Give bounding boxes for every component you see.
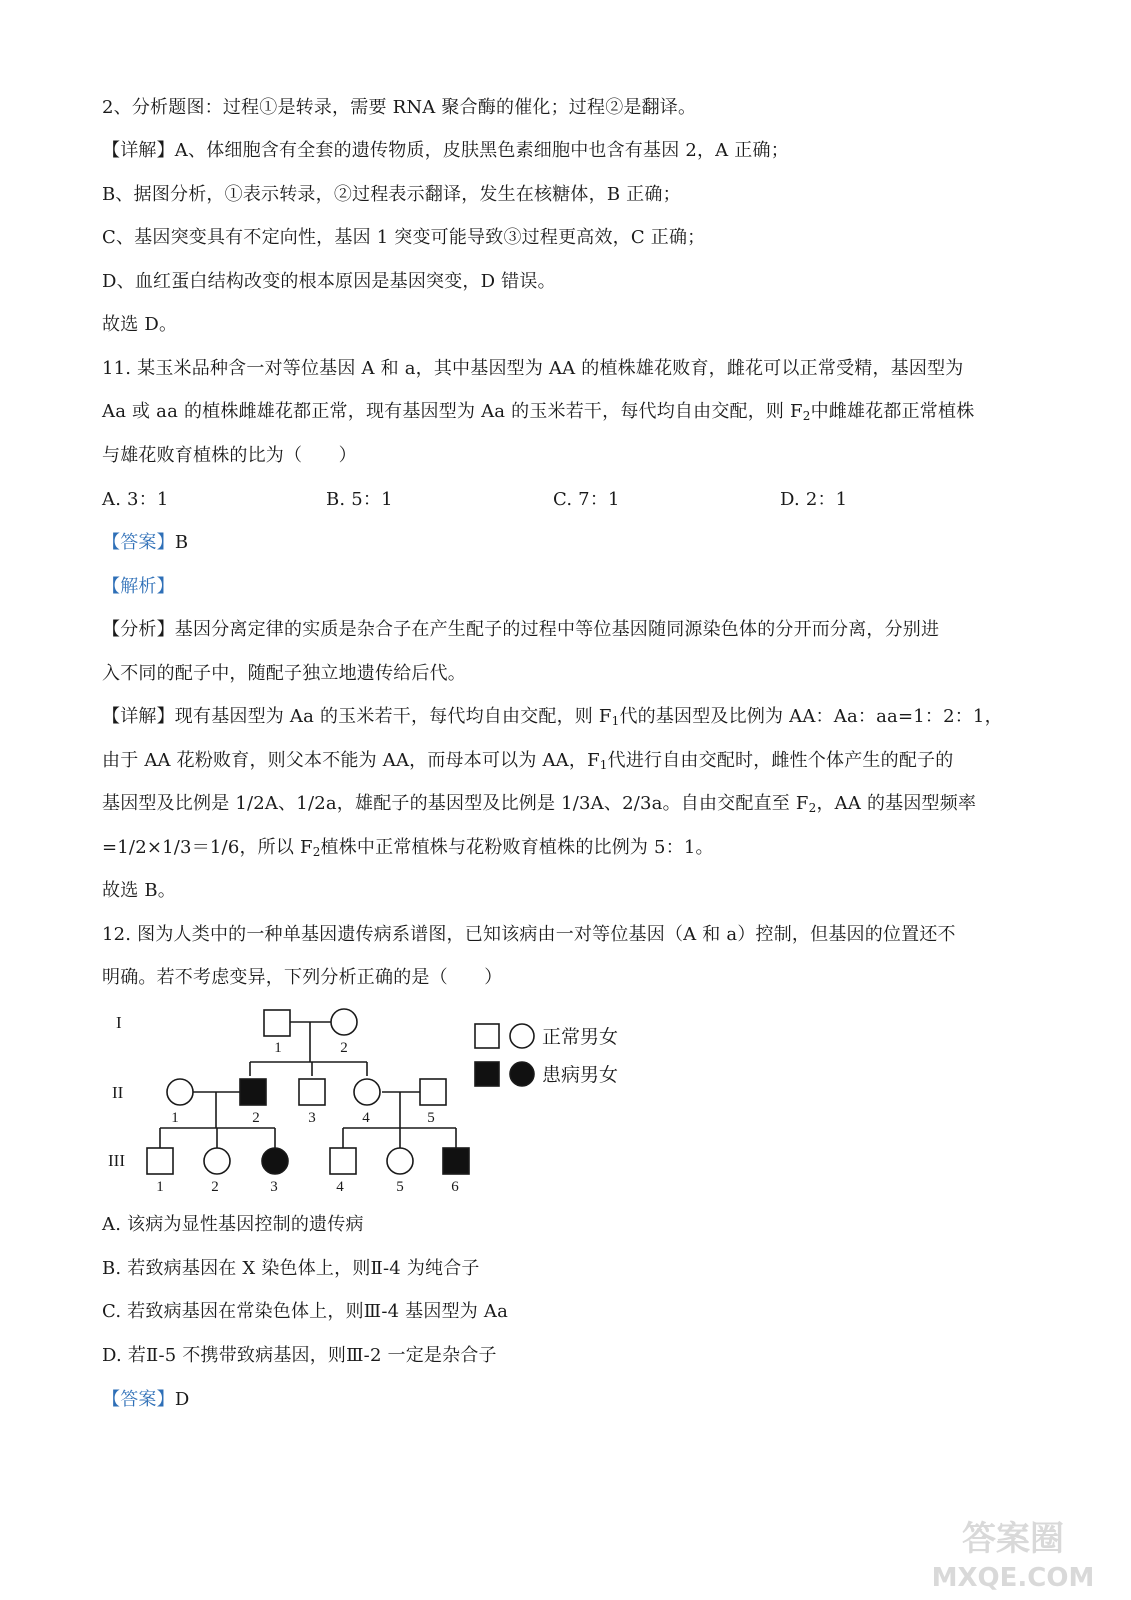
individual-III-5-female bbox=[387, 1148, 413, 1174]
question-12-stem-2: 明确。若不考虑变异，下列分析正确的是（ ） bbox=[102, 967, 503, 988]
answer-value: D bbox=[174, 1389, 190, 1410]
text-line: D、血红蛋白结构改变的根本原因是基因突变，D 错误。 bbox=[102, 271, 556, 292]
individual-III-1-male bbox=[147, 1148, 173, 1174]
individual-number: 5 bbox=[427, 1110, 435, 1126]
detail-line: 基因型及比例是 1/2A、1/2a，雄配子的基因型及比例是 1/3A、2/3a。自由交配直至 $F_2$，AA 的基因型频率 bbox=[102, 793, 977, 815]
option-a: A. 3：1 bbox=[102, 489, 169, 510]
individual-II-2-affected-male bbox=[240, 1079, 266, 1105]
individual-II-1-female bbox=[167, 1079, 193, 1105]
generation-label: I bbox=[116, 1013, 122, 1032]
legend-circle-normal bbox=[510, 1024, 534, 1048]
individual-number: 3 bbox=[308, 1110, 316, 1126]
legend-circle-affected bbox=[510, 1062, 534, 1086]
individual-III-3-affected-female bbox=[262, 1148, 288, 1174]
individual-III-2-female bbox=[204, 1148, 230, 1174]
legend-square-affected bbox=[475, 1062, 499, 1086]
option-b: B. 若致病基因在 X 染色体上，则Ⅱ-4 为纯合子 bbox=[102, 1258, 480, 1279]
individual-number: 1 bbox=[171, 1110, 179, 1126]
individual-II-3-male bbox=[299, 1079, 325, 1105]
answer-line bbox=[102, 531, 188, 555]
individual-number: 3 bbox=[270, 1179, 278, 1195]
option-b: B. 5：1 bbox=[326, 489, 393, 510]
text-line: 【详解】A、体细胞含有全套的遗传物质，皮肤黑色素细胞中也含有基因 2，A 正确； bbox=[102, 140, 789, 161]
option-c: C. 若致病基因在常染色体上，则Ⅲ-4 基因型为 Aa bbox=[102, 1301, 509, 1322]
text-line: 2、分析题图：过程①是转录，需要 RNA 聚合酶的催化；过程②是翻译。 bbox=[102, 97, 697, 118]
option-d: D. 2：1 bbox=[780, 489, 848, 510]
legend-normal-label: 正常男女 bbox=[542, 1027, 619, 1048]
generation-label: III bbox=[108, 1151, 125, 1170]
detail-line: 由于 AA 花粉败育，则父本不能为 AA，而母本可以为 AA，$F_1$代进行自由交配时，雌性个体产生的配子的 bbox=[102, 750, 954, 772]
analysis-line: 【分析】基因分离定律的实质是杂合子在产生配子的过程中等位基因随同源染色体的分开而分离，分别进 bbox=[102, 619, 940, 640]
legend-square-normal bbox=[475, 1024, 499, 1048]
individual-number: 2 bbox=[340, 1040, 348, 1056]
text-line: 故选 D。 bbox=[102, 314, 178, 335]
individual-number: 1 bbox=[156, 1179, 164, 1195]
individual-III-4-male bbox=[330, 1148, 356, 1174]
analysis-line: 入不同的配子中，随配子独立地遗传给后代。 bbox=[102, 663, 466, 684]
detail-line: 【详解】现有基因型为 Aa 的玉米若干，每代均自由交配，则 $F_1$代的基因型及比例为 AA：Aa：aa=1：2：1， bbox=[102, 706, 1003, 728]
pedigree-chart bbox=[100, 1000, 660, 1200]
individual-number: 6 bbox=[451, 1179, 459, 1195]
individual-number: 2 bbox=[252, 1110, 260, 1126]
answer-tag: 【答案】 bbox=[102, 1389, 175, 1410]
individual-number: 4 bbox=[336, 1179, 344, 1195]
watermark-top: 答案圈 bbox=[962, 1519, 1064, 1559]
text-line: B、据图分析，①表示转录，②过程表示翻译，发生在核糖体，B 正确； bbox=[102, 184, 681, 205]
individual-I-2-female bbox=[331, 1009, 357, 1035]
question-11-stem-3: 与雄花败育植株的比为（ ） bbox=[102, 445, 357, 466]
question-11-stem: 11. 某玉米品种含一对等位基因 A 和 a，其中基因型为 AA 的植株雄花败育，雌花可以正常受精，基因型为 bbox=[102, 358, 964, 379]
individual-I-1-male bbox=[264, 1010, 290, 1036]
individual-number: 5 bbox=[396, 1179, 404, 1195]
generation-label: II bbox=[112, 1083, 124, 1102]
answer-tag: 【答案】 bbox=[102, 532, 175, 553]
answer-value: B bbox=[174, 532, 189, 553]
individual-number: 4 bbox=[362, 1110, 370, 1126]
option-d: D. 若Ⅱ-5 不携带致病基因，则Ⅲ-2 一定是杂合子 bbox=[102, 1345, 497, 1366]
option-c: C. 7：1 bbox=[553, 489, 620, 510]
individual-number: 1 bbox=[274, 1040, 282, 1056]
text-line: C、基因突变具有不定向性，基因 1 突变可能导致③过程更高效，C 正确； bbox=[102, 227, 706, 248]
question-12-stem: 12. 图为人类中的一种单基因遗传病系谱图，已知该病由一对等位基因（A 和 a）控制，但基因的位置还不 bbox=[102, 924, 956, 945]
legend-affected-label: 患病男女 bbox=[542, 1065, 619, 1086]
option-a: A. 该病为显性基因控制的遗传病 bbox=[102, 1214, 364, 1235]
detail-line: =1/2×1/3＝1/6，所以 $F_2$植株中正常植株与花粉败育植株的比例为 5：1。 bbox=[102, 837, 714, 859]
analysis-tag: 【解析】 bbox=[102, 576, 175, 597]
individual-II-5-male bbox=[420, 1079, 446, 1105]
answer-line bbox=[102, 1388, 189, 1412]
individual-number: 2 bbox=[211, 1179, 219, 1195]
individual-II-4-female bbox=[354, 1079, 380, 1105]
question-11-stem-2: Aa 或 aa 的植株雌雄花都正常，现有基因型为 Aa 的玉米若干，每代均自由交配，则 $F_2$中雌雄花都正常植株 bbox=[102, 401, 975, 423]
conclusion-line: 故选 B。 bbox=[102, 880, 176, 901]
watermark-logo bbox=[913, 1512, 1113, 1592]
watermark-bottom: MXQE.COM bbox=[931, 1563, 1095, 1592]
individual-III-6-affected-male bbox=[443, 1148, 469, 1174]
